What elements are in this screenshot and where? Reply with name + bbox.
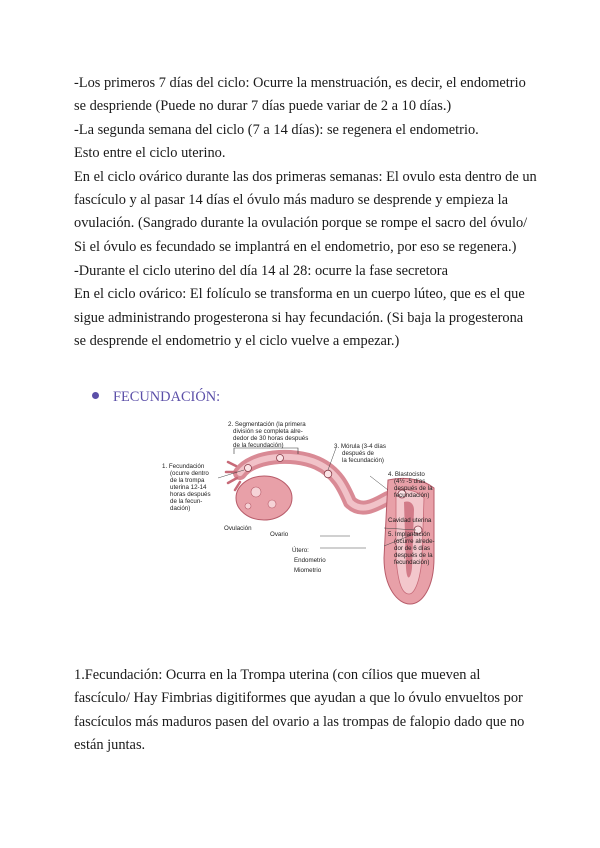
label-blastocisto-1: (4½ -5 días xyxy=(394,478,426,485)
label-implantacion-4: fecundación) xyxy=(394,559,430,566)
label-segmentacion-1: división se completa alre- xyxy=(233,428,303,435)
label-endometrio: Endometrio xyxy=(294,557,326,564)
label-morula-2: la fecundación) xyxy=(342,457,384,464)
bullet-dot-icon xyxy=(92,392,99,399)
label-implantacion-1: (ocurre alrede- xyxy=(394,538,435,545)
morula-stage xyxy=(324,470,332,478)
label-implantacion-2: dor de 6 días xyxy=(394,545,431,552)
paragraph-fecundacion-detail xyxy=(74,664,544,758)
bullet-heading-fecundacion xyxy=(92,389,220,406)
label-miometrio: Miometrio xyxy=(294,567,322,574)
paragraph-menstrual-cycle xyxy=(74,72,544,259)
label-fecundacion-2: de la trompa xyxy=(170,477,205,484)
text-line: fascículo y al pasar 14 días el óvulo más maduro se desprende y empieza la xyxy=(74,192,508,209)
paragraph-secretory-phase xyxy=(74,260,544,354)
text-line: Si el óvulo es fecundado se implantrá en el endometrio, por eso se regenera.) xyxy=(74,238,517,255)
fertilization-diagram-svg xyxy=(152,418,452,614)
label-fecundacion-0: 1. Fecundación xyxy=(162,463,205,470)
zygote xyxy=(245,465,252,472)
label-cavidad-uterina: Cavidad uterina xyxy=(388,517,432,524)
label-segmentacion-0: 2. Segmentación (la primera xyxy=(228,421,306,428)
segmentation-stage xyxy=(277,455,284,462)
label-blastocisto-2: después de la xyxy=(394,485,433,492)
label-ovulacion: Ovulación xyxy=(224,525,252,532)
label-morula-1: después de xyxy=(342,450,374,457)
text-line: fascículos más maduros pasen del ovario a las trompas de falopio dado que no xyxy=(74,713,525,730)
label-segmentacion-2: dedor de 30 horas después xyxy=(233,435,309,442)
label-blastocisto-3: fecundación) xyxy=(394,492,430,499)
label-fecundacion-3: uterina 12-14 xyxy=(170,484,207,491)
ovary xyxy=(236,476,292,520)
text-line: -La segunda semana del ciclo (7 a 14 días): se regenera el endometrio. xyxy=(74,121,479,138)
text-line: fascículo/ Hay Fimbrias digitiformes que ayudan a que lo óvulo envueltos por xyxy=(74,690,523,707)
label-fecundacion-6: dación) xyxy=(170,505,191,512)
label-fecundacion-1: (ocurre dentro xyxy=(170,470,209,477)
label-ovario: Ovario xyxy=(270,531,289,538)
text-line: En el ciclo ovárico durante las dos primeras semanas: El ovulo esta dentro de un xyxy=(74,168,537,185)
label-blastocisto-0: 4. Blastocisto xyxy=(388,471,425,478)
text-line: se despriende (Puede no durar 7 días puede variar de 2 a 10 días.) xyxy=(74,98,452,115)
text-line: 1.Fecundación: Ocurra en la Trompa uterina (con cílios que mueven al xyxy=(74,667,481,683)
label-morula-0: 3. Mórula (3-4 días xyxy=(334,443,386,450)
text-line: En el ciclo ovárico: El folículo se transforma en un cuerpo lúteo, que es el que xyxy=(74,286,525,303)
label-utero: Útero: xyxy=(292,547,309,554)
label-implantacion-3: después de la xyxy=(394,552,433,559)
text-line: Esto entre el ciclo uterino. xyxy=(74,145,226,162)
bullet-heading-text: FECUNDACIÓN: xyxy=(113,389,221,405)
fertilization-diagram xyxy=(152,418,452,614)
text-line: -Los primeros 7 días del ciclo: Ocurre la menstruación, es decir, el endometrio xyxy=(74,75,526,91)
label-segmentacion-3: de la fecundación) xyxy=(233,442,284,449)
text-line: se desprende el endometrio y el ciclo vuelve a empezar.) xyxy=(74,333,400,350)
label-implantacion-0: 5. Implantación xyxy=(388,531,430,538)
diagram-labels xyxy=(162,421,435,574)
text-line: están juntas. xyxy=(74,737,146,754)
label-fecundacion-4: horas después xyxy=(170,491,211,498)
text-line: ovulación. (Sangrado durante la ovulación porque se rompe el sacro del óvulo/ xyxy=(74,215,528,232)
label-fecundacion-5: de la fecun- xyxy=(170,498,203,505)
text-line: -Durante el ciclo uterino del día 14 al 28: ocurre la fase secretora xyxy=(74,263,448,279)
text-line: sigue administrando progesterona si hay fecundación. (Si baja la progesterona xyxy=(74,309,524,326)
